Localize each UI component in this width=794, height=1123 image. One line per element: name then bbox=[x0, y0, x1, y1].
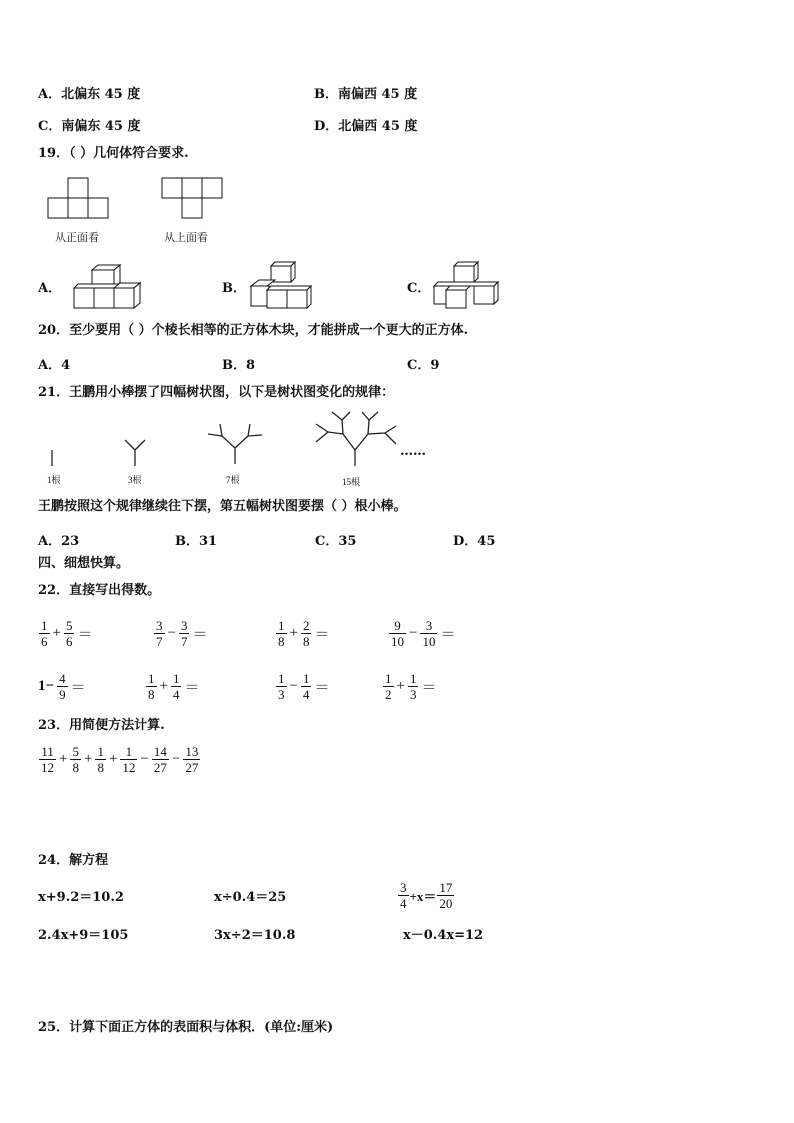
q25-stem: 25．计算下面正方体的表面积与体积．(单位:厘米) bbox=[38, 1020, 334, 1035]
q21-option-d: D．45 bbox=[453, 534, 496, 549]
q20-option-b: B．8 bbox=[222, 358, 256, 373]
q20-option-c: C．9 bbox=[407, 358, 440, 373]
top-view-square bbox=[182, 178, 202, 198]
tree2-label: 3根 bbox=[128, 475, 142, 485]
front-view-square bbox=[68, 198, 88, 218]
q18-option-c: C．南偏东 45 度 bbox=[38, 119, 141, 134]
q24-equation-3: $\frac{3}{4}$ +x＝ $\frac{17}{20}$ bbox=[400, 880, 453, 911]
q22-expression: $\frac{1}{6}$ + $\frac{5}{6}$ ＝ bbox=[41, 618, 93, 649]
front-view-square bbox=[88, 198, 108, 218]
q24-equation-6: x－0.4x=12 bbox=[403, 928, 484, 943]
q18-option-d: D．北偏西 45 度 bbox=[314, 119, 418, 134]
q22-stem: 22．直接写出得数。 bbox=[38, 583, 161, 598]
q18-option-a: A．北偏东 45 度 bbox=[38, 87, 141, 102]
q22-expression: $\frac{3}{7}$ − $\frac{3}{7}$ ＝ bbox=[156, 618, 208, 649]
q22-expression: $\frac{9}{10}$ − $\frac{3}{10}$ ＝ bbox=[391, 618, 456, 649]
q24-equation-4: 2.4x+9＝105 bbox=[38, 928, 129, 943]
tree3-label: 7根 bbox=[226, 475, 240, 485]
front-view-caption: 从正面看 bbox=[55, 231, 99, 244]
q19-option-a-figure bbox=[70, 262, 146, 312]
q20-option-a: A．4 bbox=[38, 358, 71, 373]
top-view-caption: 从上面看 bbox=[164, 231, 208, 244]
front-view-top-square bbox=[68, 178, 88, 198]
tree-ellipsis: …… bbox=[400, 444, 426, 459]
q24-stem: 24．解方程 bbox=[38, 853, 109, 868]
top-view-square bbox=[162, 178, 182, 198]
q22-expression: 1− $\frac{4}{9}$ ＝ bbox=[38, 671, 86, 702]
tree4-label: 15根 bbox=[342, 477, 361, 487]
top-view-bottom-square bbox=[182, 198, 202, 218]
section-heading: 四、细想快算。 bbox=[38, 556, 130, 571]
q21-option-b: B．31 bbox=[175, 534, 218, 549]
q19-option-a: A． bbox=[38, 281, 62, 296]
q21-option-c: C．35 bbox=[315, 534, 357, 549]
front-view-square bbox=[48, 198, 68, 218]
q19-stem: 19．（ ）几何体符合要求. bbox=[38, 146, 189, 161]
q19-option-c-figure bbox=[430, 260, 502, 312]
q21-stem: 21．王鹏用小棒摆了四幅树状图，以下是树状图变化的规律： bbox=[38, 385, 395, 400]
q23-expression: $\frac{11}{12}$ + $\frac{5}{8}$ + $\frac{1}{8}$ + $\frac{1}{12}$ − $\frac{14}{27}$ − $\frac{13}{27}$ bbox=[41, 744, 199, 775]
q21-option-a: A．23 bbox=[38, 534, 80, 549]
q24-equation-2: x÷0.4＝25 bbox=[214, 890, 287, 905]
q22-expression: $\frac{1}{2}$ + $\frac{1}{3}$ ＝ bbox=[385, 671, 437, 702]
q24-equation-1: x+9.2＝10.2 bbox=[38, 890, 124, 905]
q23-stem: 23．用简便方法计算. bbox=[38, 718, 165, 733]
q21-question: 王鹏按照这个规律继续往下摆，第五幅树状图要摆（ ）根小棒。 bbox=[38, 499, 407, 514]
top-view-square bbox=[202, 178, 222, 198]
q18-option-b: B．南偏西 45 度 bbox=[314, 87, 418, 102]
q19-option-c: C． bbox=[407, 281, 431, 296]
q22-expression: $\frac{1}{8}$ + $\frac{1}{4}$ ＝ bbox=[148, 671, 200, 702]
q24-equation-5: 3x÷2＝10.8 bbox=[214, 928, 296, 943]
q19-option-b: B． bbox=[222, 281, 246, 296]
tree1-label: 1根 bbox=[47, 475, 61, 485]
q20-stem: 20．至少要用（ ）个棱长相等的正方体木块，才能拼成一个更大的正方体. bbox=[38, 323, 469, 338]
q19-view-figures bbox=[40, 172, 240, 222]
q21-tree-figures bbox=[40, 408, 460, 470]
q22-expression: $\frac{1}{3}$ − $\frac{1}{4}$ ＝ bbox=[278, 671, 330, 702]
q19-option-b-figure bbox=[245, 260, 315, 312]
q22-expression: $\frac{1}{8}$ + $\frac{2}{8}$ ＝ bbox=[278, 618, 330, 649]
